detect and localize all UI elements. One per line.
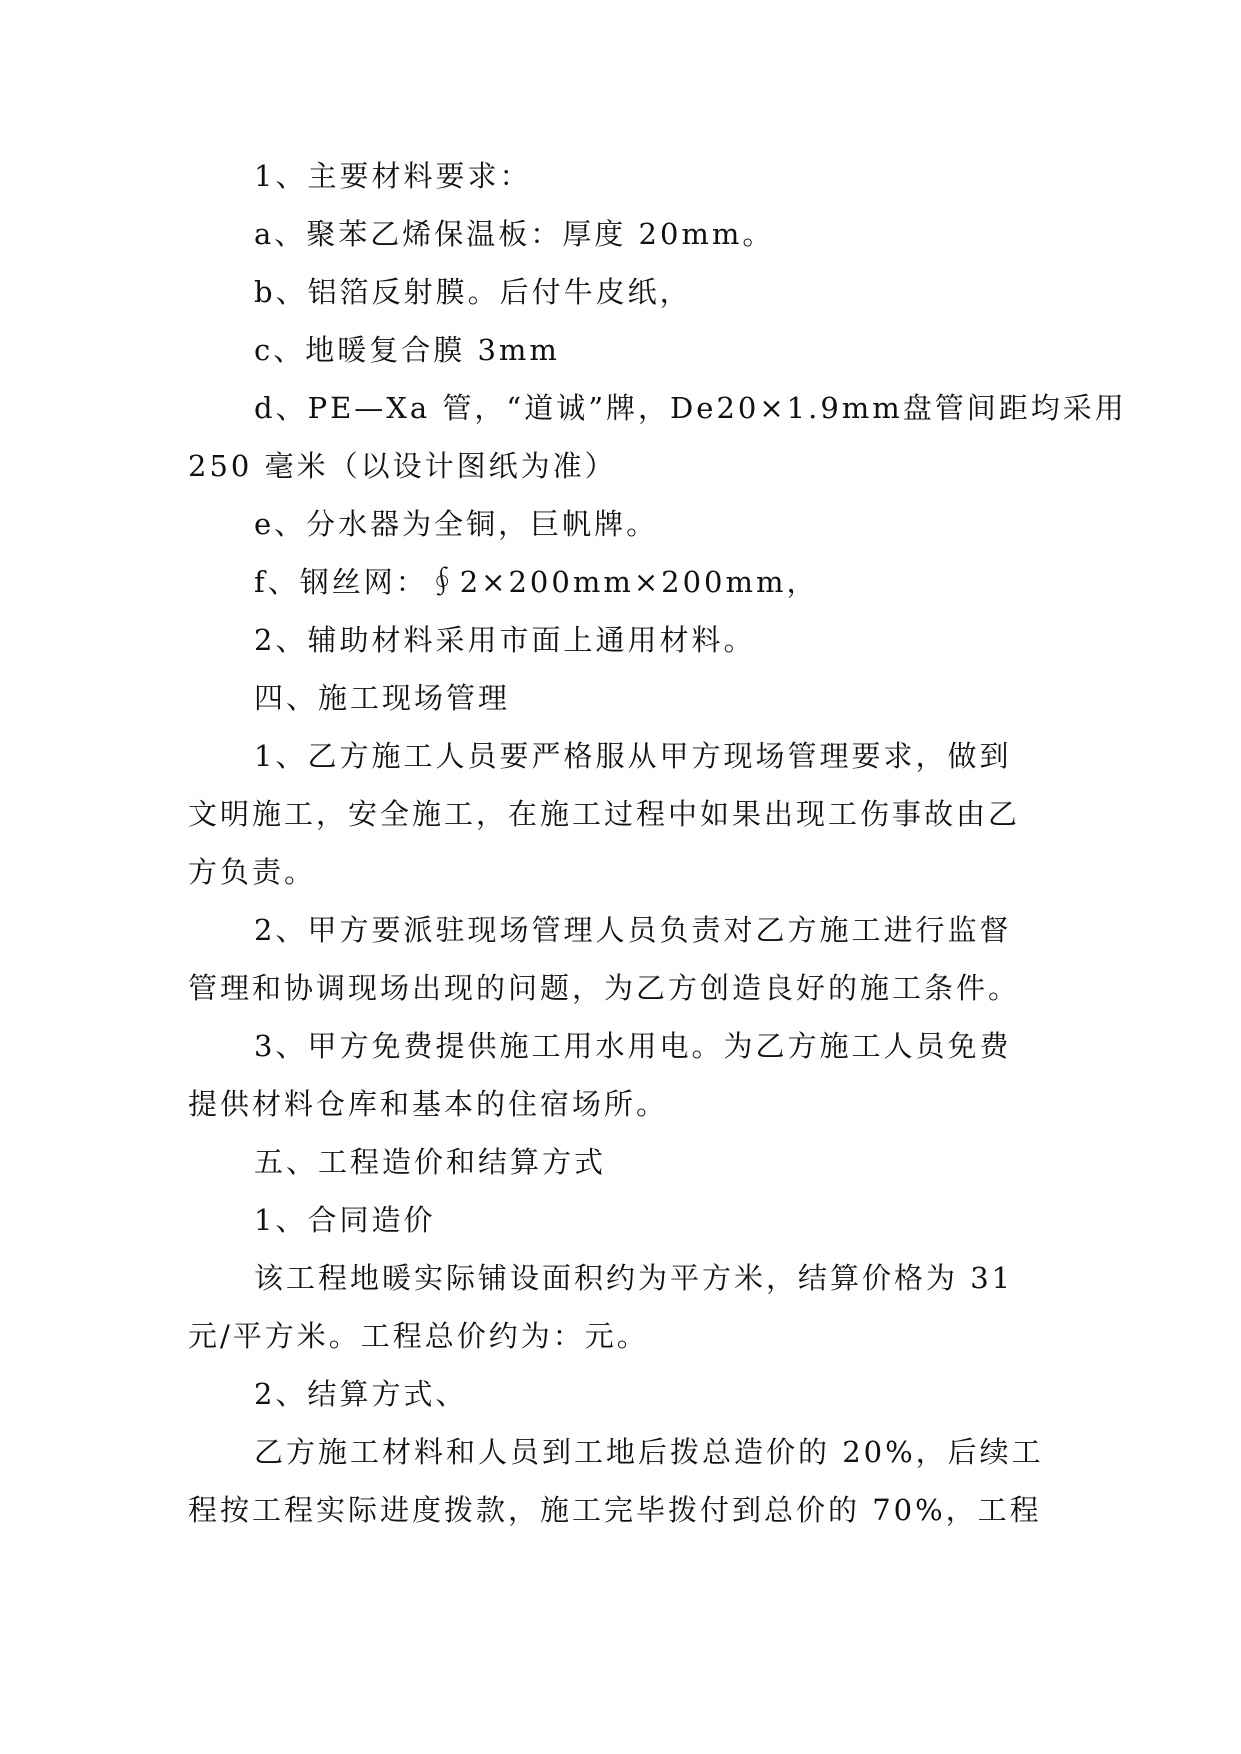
settlement-method-line2: 程按工程实际进度拨款，施工完毕拨付到总价的 70%，工程 — [188, 1493, 1042, 1527]
material-item-b: b、铝箔反射膜。后付牛皮纸， — [254, 275, 692, 309]
site-rule-1-line3: 方负责。 — [188, 855, 317, 889]
contract-price-line1: 该工程地暖实际铺设面积约为平方米，结算价格为 31 — [254, 1261, 1014, 1295]
site-rule-1-line1: 1、乙方施工人员要严格服从甲方现场管理要求，做到 — [254, 739, 1012, 773]
material-item-f: f、钢丝网：∮2×200mm×200mm， — [254, 565, 819, 599]
contract-price-line2: 元/平方米。工程总价约为：元。 — [188, 1319, 649, 1353]
site-rule-2-line1: 2、甲方要派驻现场管理人员负责对乙方施工进行监督 — [254, 913, 1012, 947]
material-item-e: e、分水器为全铜，巨帆牌。 — [254, 507, 659, 541]
document-body — [188, 159, 1127, 1554]
section-heading-cost-settlement: 五、工程造价和结算方式 — [254, 1145, 607, 1179]
settlement-method-heading: 2、结算方式、 — [254, 1377, 468, 1411]
material-item-c: c、地暖复合膜 3mm — [254, 333, 560, 367]
site-rule-2-line2: 管理和协调现场出现的问题，为乙方创造良好的施工条件。 — [188, 971, 1021, 1005]
settlement-method-line1: 乙方施工材料和人员到工地后拨总造价的 20%，后续工 — [254, 1435, 1044, 1469]
material-requirements-heading: 1、主要材料要求： — [254, 159, 532, 193]
material-item-d-line1: d、PE—Xa 管，“道诚”牌，De20×1.9mm盘管间距均采用 — [254, 391, 1127, 425]
contract-price-heading: 1、合同造价 — [254, 1203, 436, 1237]
section-heading-site-management: 四、施工现场管理 — [254, 681, 511, 715]
site-rule-3-line1: 3、甲方免费提供施工用水用电。为乙方施工人员免费 — [254, 1029, 1012, 1063]
auxiliary-materials: 2、辅助材料采用市面上通用材料。 — [254, 623, 756, 657]
material-item-a: a、聚苯乙烯保温板：厚度 20mm。 — [254, 217, 775, 251]
site-rule-1-line2: 文明施工，安全施工，在施工过程中如果出现工伤事故由乙 — [188, 797, 1021, 831]
site-rule-3-line2: 提供材料仓库和基本的住宿场所。 — [188, 1087, 669, 1121]
material-item-d-line2: 250 毫米（以设计图纸为准） — [188, 449, 617, 483]
